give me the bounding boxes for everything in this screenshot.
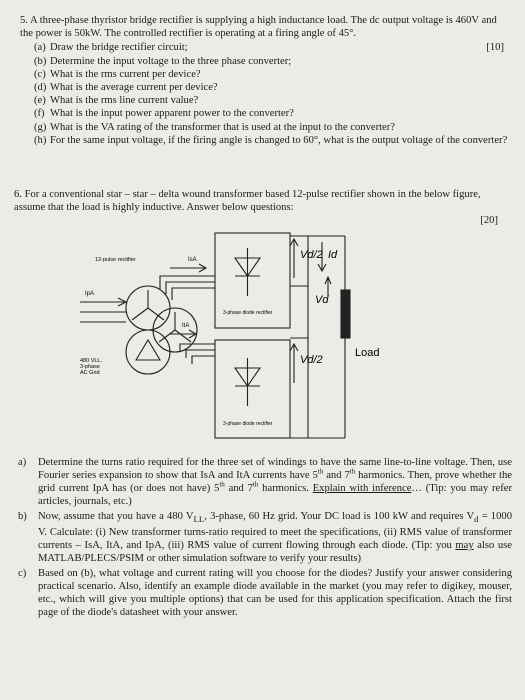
part-b-label: b)	[18, 511, 27, 522]
question-5-stem: 5. A three-phase thyristor bridge rectifier is supplying a high inductance load. The dc output voltage is 460V and the power is 50kW. The controlled rectifier is operating at a firing angle of 45°.	[20, 15, 497, 40]
question-5-marks: [10]	[486, 42, 504, 53]
vd-label: Vd	[315, 294, 329, 306]
question-5-item-c: (c) What is the rms current per device?	[34, 68, 201, 80]
load-label: Load	[355, 347, 380, 359]
question-5-item-h: (h) For the same input voltage, if the firing angle is changed to 60°, what is the output voltage of the converter?	[34, 134, 508, 146]
question-6	[14, 188, 512, 226]
part-a-label: a)	[18, 457, 27, 468]
question-5-item-g: (g) What is the VA rating of the transformer that is used at the input to the converter?	[34, 121, 395, 133]
question-5-item-b: (b) Determine the input voltage to the three phase converter;	[34, 55, 292, 67]
question-5-items	[12, 41, 512, 147]
part-b: b) Now, assume that you have a 480 $V_{LL}$, 3-phase, 60 Hz grid. Your DC load is 100 kW and requires $V_d = 1000$ V. Calculate: (i) New transformer turns-ratio required to meet the specifications, (ii) RMS value of transformer currents – IsA, ItA, and IpA, (iii) RMS value of current flowing through each diode. (Tip: you may also use MATLAB/PLECS/PSIM or other simulation software to verify your results)	[18, 511, 512, 565]
ipa-label: IpA	[85, 291, 95, 297]
diode-rectifier-bottom-label: 3-phase diode rectifier	[223, 421, 273, 427]
question-6-parts	[18, 456, 512, 621]
vd-half-bottom-label: Vd/2	[300, 354, 323, 366]
question-5-item-e: (e) What is the rms line current value?	[34, 95, 199, 107]
question-5-item-f: (f) What is the input power apparent power to the converter?	[34, 108, 294, 120]
question-5	[12, 14, 512, 147]
grid-label-line2: 3-phase	[80, 364, 100, 370]
diode-rectifier-top-label: 3-phase diode rectifier	[223, 310, 273, 316]
rectifier-label: 12-pulse rectifier	[95, 257, 136, 263]
grid-label-line3: AC Grid	[80, 370, 100, 376]
question-5-item-d: (d) What is the average current per device?	[34, 82, 218, 94]
isa-label: IsA	[188, 257, 197, 263]
grid-label-line1: 480 VLL,	[80, 358, 103, 364]
question-5-item-a: (a) Draw the bridge rectifier circuit;	[34, 42, 188, 54]
question-6-marks: [20]	[480, 215, 498, 226]
part-a: a) Determine the turns ratio required for the three set of windings to have the same line-to-line voltage. Then, use Fourier series expansion to show that IsA and ItA currents have 5th and 7th harmonics. Then, prove whether the grid current IpA has (or does not have) 5th and 7th harmonics. Explain with inference… (Tip: you may refer articles, journals, etc.)	[18, 457, 512, 507]
question-6-stem: 6. For a conventional star – star – delta wound transformer based 12-pulse rectifier shown in the below figure, assume that the load is highly inductive. Answer below questions:	[14, 189, 481, 214]
part-c-label: c)	[18, 568, 27, 580]
vd-half-top-label: Vd/2	[300, 249, 323, 261]
rectifier-circuit-diagram	[70, 228, 455, 448]
part-c: c) Based on (b), what voltage and current rating will you choose for the diodes? Justify your answer considering practical scenario. Also, identify an example diode available in the market (you may refer to digikey, mouser, etc., which will give you multiple options) that can be used for this application specification. Attach the first page of the diode's datasheet with your answer.	[18, 568, 512, 619]
id-label: Id	[328, 249, 338, 261]
ita-label: ItA	[182, 323, 190, 329]
